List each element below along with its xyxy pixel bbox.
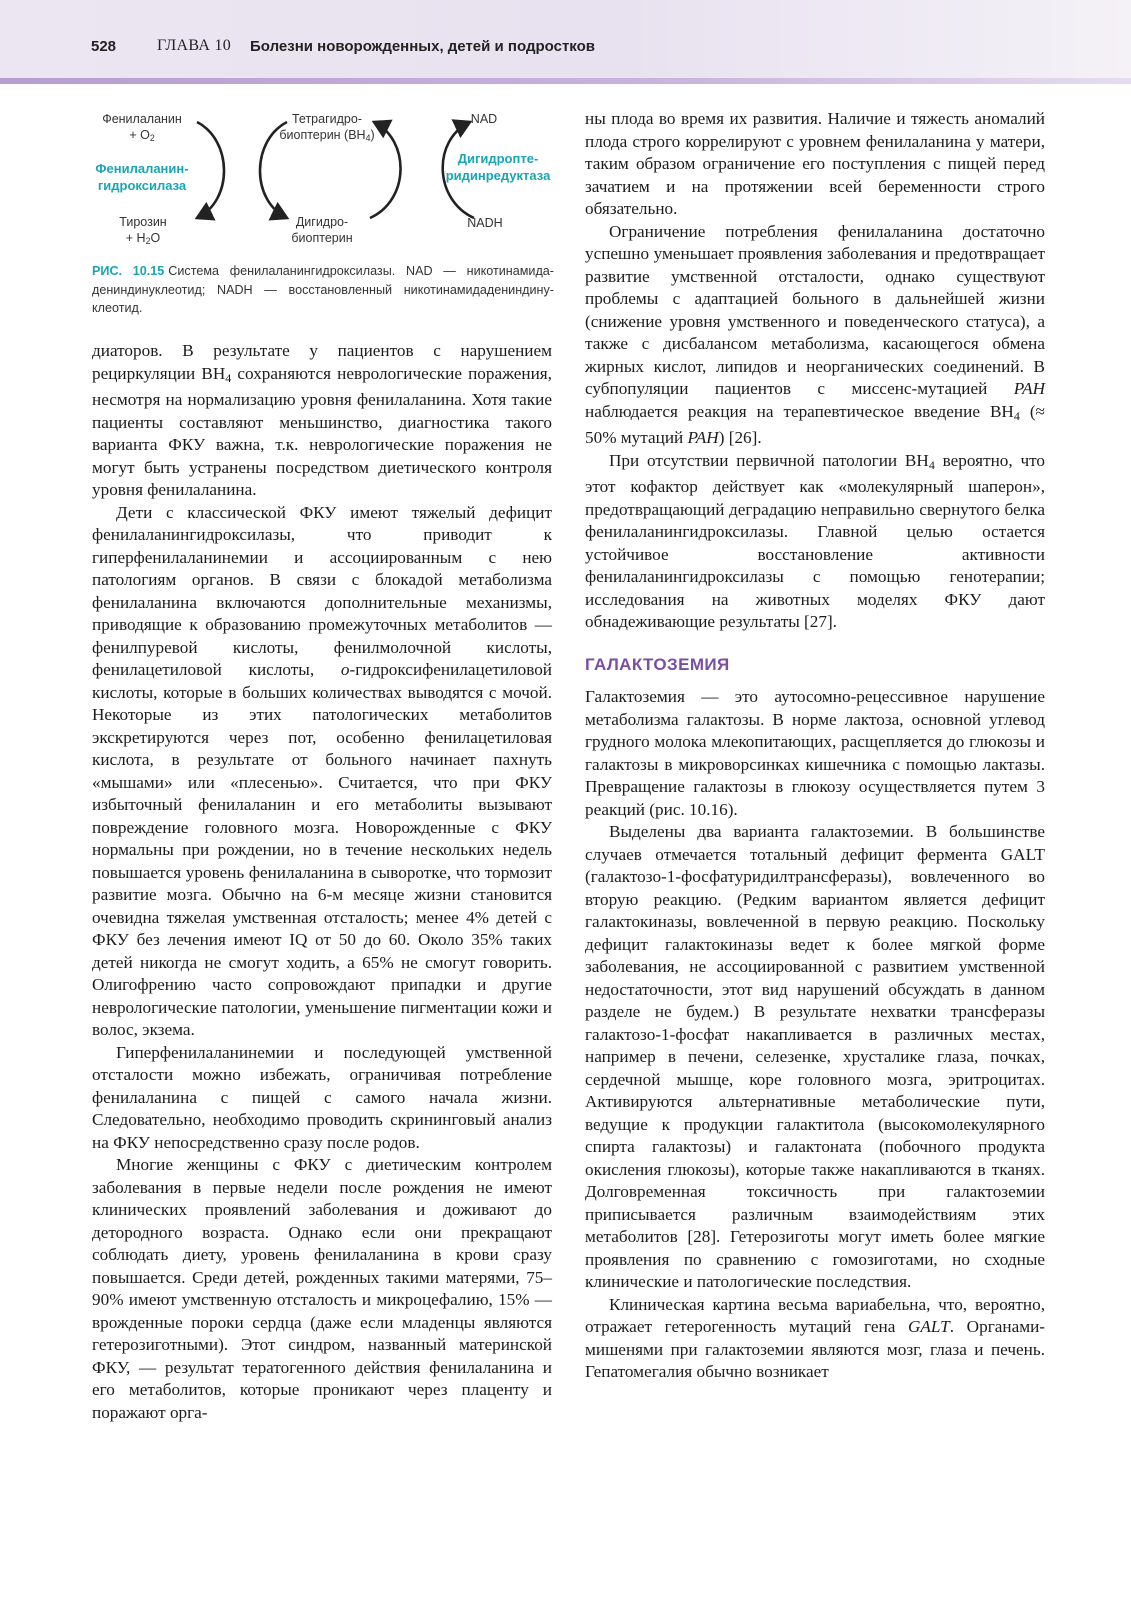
paragraph: диаторов. В результате у пациентов с нарушением рециркуляции $BH_4$ сохраняются неврологические поражения, несмотря на нормализацию уровня фенилаланина. Хотя такие пациенты составляют меньшинство, диагностика такого варианта ФКУ важна, т.к. неврологические поражения не могут быть устранены посредством диетического контроля уровня фенилаланина. — [92, 341, 552, 499]
right-column — [585, 108, 1045, 1384]
label-phenylalanine: Фенилаланин + $O_2$ — [102, 112, 182, 144]
figure-caption — [92, 262, 554, 318]
paragraph: Гиперфенилаланинемии и последующей умственной отсталости можно избежать, ограничивая потребление фенилаланина с пищей с самого начала жизни. Следовательно, необходимо проводить скрининговый анализ на ФКУ непосредственно сразу после родов. — [92, 1042, 552, 1152]
label-enzyme-dihydropteridine-reductase: Дигидропте- ридинредуктаза — [445, 151, 551, 183]
paragraph: Ограничение потребления фенилаланина достаточно успешно уменьшает проявления заболевания и предотвращает развитие умственной отсталости, однако существуют проблемы с адаптацией больного в дальнейшей жизни (снижение уровня умственного и поведенческого статуса), а также с дисбалансом метаболизма, касающегося обмена жирных кислот, липидов и неорганических соединений. В субпопуляции пациентов с миссенс-мутацией PAH наблюдается реакция на терапевтическое введение $BH_4$ (≈ 50% мутаций PAH) [26]. — [585, 221, 1045, 447]
figure-phenylalanine-hydroxylase-system — [92, 110, 562, 260]
chapter-label: ГЛАВА 10 — [157, 37, 232, 54]
label-enzyme-phenylalanine-hydroxylase: Фенилаланин- гидроксилаза — [95, 161, 189, 193]
paragraph: Многие женщины с ФКУ с диетическим контролем заболевания в первые недели после рождения не имеют клинических проявлений заболевания и доживают до детородного возраста. Однако если они прекращают соблюдать диету, уровень фенилаланина в крови сразу повышается. Среди детей, рожденных такими матерями, 75–90% имеют умственную отсталость и микроцефалию, 15% — врожденные пороки сердца (даже если младенцы являются гетерозиготными). Этот синдром, названный материнской ФКУ, — результат тератогенного действия фенилаланина и его метаболитов, которые проникают через плаценту и поражают орга- — [92, 1155, 552, 1422]
label-dihydrobiopterin: Дигидро- биоптерин — [291, 215, 353, 245]
chapter-title: Болезни новорожденных, детей и подростков — [250, 38, 595, 55]
header-rule — [0, 78, 1131, 84]
paragraph: При отсутствии первичной патологии $BH_4$ вероятно, что этот кофактор действует как «молекулярный шаперон», предотвращающий деградацию неправильно свернутого белка фенилаланингидроксилазы. Главной целью остается устойчивое восстановление активности фенилаланингидроксилазы с помощью генотерапии; исследования на животных моделях ФКУ дают обнадеживающие результаты [27]. — [585, 450, 1046, 631]
paragraph: Дети с классической ФКУ имеют тяжелый дефицит фенилаланингидроксилазы, что приводит к гиперфенилаланинемии и ассоциированным с нею патологиям органов. В связи с блокадой метаболизма фенилаланина включаются дополнительные механизмы, приводящие к образованию промежуточных метаболитов — фенилпуревой кислоты, фенилмолочной кислоты, фенилацетиловой кислоты, о-гидроксифенилацетиловой кислоты, которые в больших количествах выводятся с мочой. Некоторые из этих патологических метаболитов экскретируются через пот, особенно фенилацетиловая кислота, в результате от больного начинает пахнуть «мышами» или «плесенью». Считается, что при ФКУ избыточный фенилаланин и его метаболиты вызывают повреждение головного мозга. Новорожденные с ФКУ нормальны при рождении, но в течение нескольких недель повышается уровень фенилаланина в сыворотке, что тормозит развитие мозга. Обычно на 6-м месяце жизни становится очевидна тяжелая умственная отсталость; менее 4% детей с ФКУ без лечения имеют IQ от 50 до 60. Около 35% таких детей никогда не смогут ходить, а 65% не смогут говорить. Олигофрению часто сопровождают припадки и другие неврологические патологии, уменьшение пигментации кожи и волос, экзема. — [92, 502, 552, 1039]
arrow-phe-to-tyr — [197, 122, 224, 218]
section-title-galactosemia: ГАЛАКТОЗЕМИЯ — [585, 654, 730, 674]
paragraph: Галактоземия — это аутосомно-рецессивное нарушение метаболизма галактозы. В норме лактоза, основной углевод грудного молока млекопитающих, расщепляется до глюкозы и галактозы в микроворсинках кишечника с помощью лактазы. Превращение галактозы в глюкозу осуществляется путем 3 реакций (рис. 10.16). — [585, 687, 1045, 819]
paragraph: Выделены два варианта галактоземии. В большинстве случаев отмечается тотальный дефицит фермента GALT (галактозо-1-фосфатуридилтрансферазы), вовлеченного во вторую реакцию. (Редким вариантом является дефицит галактокиназы, вовлеченной в первую реакцию. Поскольку дефицит галактокиназы ведет к более мягкой форме заболевания, не ассоциированной с развитием умственной недостаточности, этот вид нарушений обсуждать в данном разделе не будем.) В результате нехватки трансферазы галактозо-1-фосфат накапливается в различных местах, например в печени, селезенке, хрусталике глаза, почках, сердечной мышце, коре головного мозга, эритроцитах. Активируются альтернативные метаболические пути, ведущие к продукции галактитола (высокомолекулярного спирта галактозы) и галактоната (побочного продукта окисления глюкозы), которые также накапливаются в тканях. Долговременная токсичность при галактоземии приписывается различным взаимодействиям этих метаболитов [28]. Гетерозиготы могут иметь более мягкие проявления по сравнению с гомозиготами, но сходные клинические и патологические последствия. — [585, 822, 1045, 1291]
page-number: 528 — [91, 38, 117, 55]
label-nad: NAD — [470, 112, 498, 126]
figure-caption-label: РИС. 10.15 — [92, 264, 165, 278]
figure-caption-text: Система фенилаланингидроксилазы. NAD — никотинамида-дениндинуклеотид; NADH — восстановленный никотинамидадениндину-клеотид. — [92, 264, 554, 315]
label-tetrahydrobiopterin: Тетрагидро- биоптерин $(BH_4)$ — [279, 112, 375, 144]
label-nadh: NADH — [467, 216, 503, 230]
label-tyrosine: Тирозин + $H_2O$ — [119, 215, 167, 247]
paragraph: ны плода во время их развития. Наличие и тяжесть аномалий плода строго коррелируют с уровнем фенилаланина у матери, таким образом ограничение его поступления с пищей перед зачатием и на протяжении всей беременности строго обязательно. — [585, 109, 1045, 218]
left-column — [92, 340, 552, 1424]
paragraph: Клиническая картина весьма вариабельна, что, вероятно, отражает гетерогенность мутаций гена GALT. Органами-мишенями при галактоземии являются мозг, глаза и печень. Гепатомегалия обычно возникает — [585, 1294, 1045, 1381]
